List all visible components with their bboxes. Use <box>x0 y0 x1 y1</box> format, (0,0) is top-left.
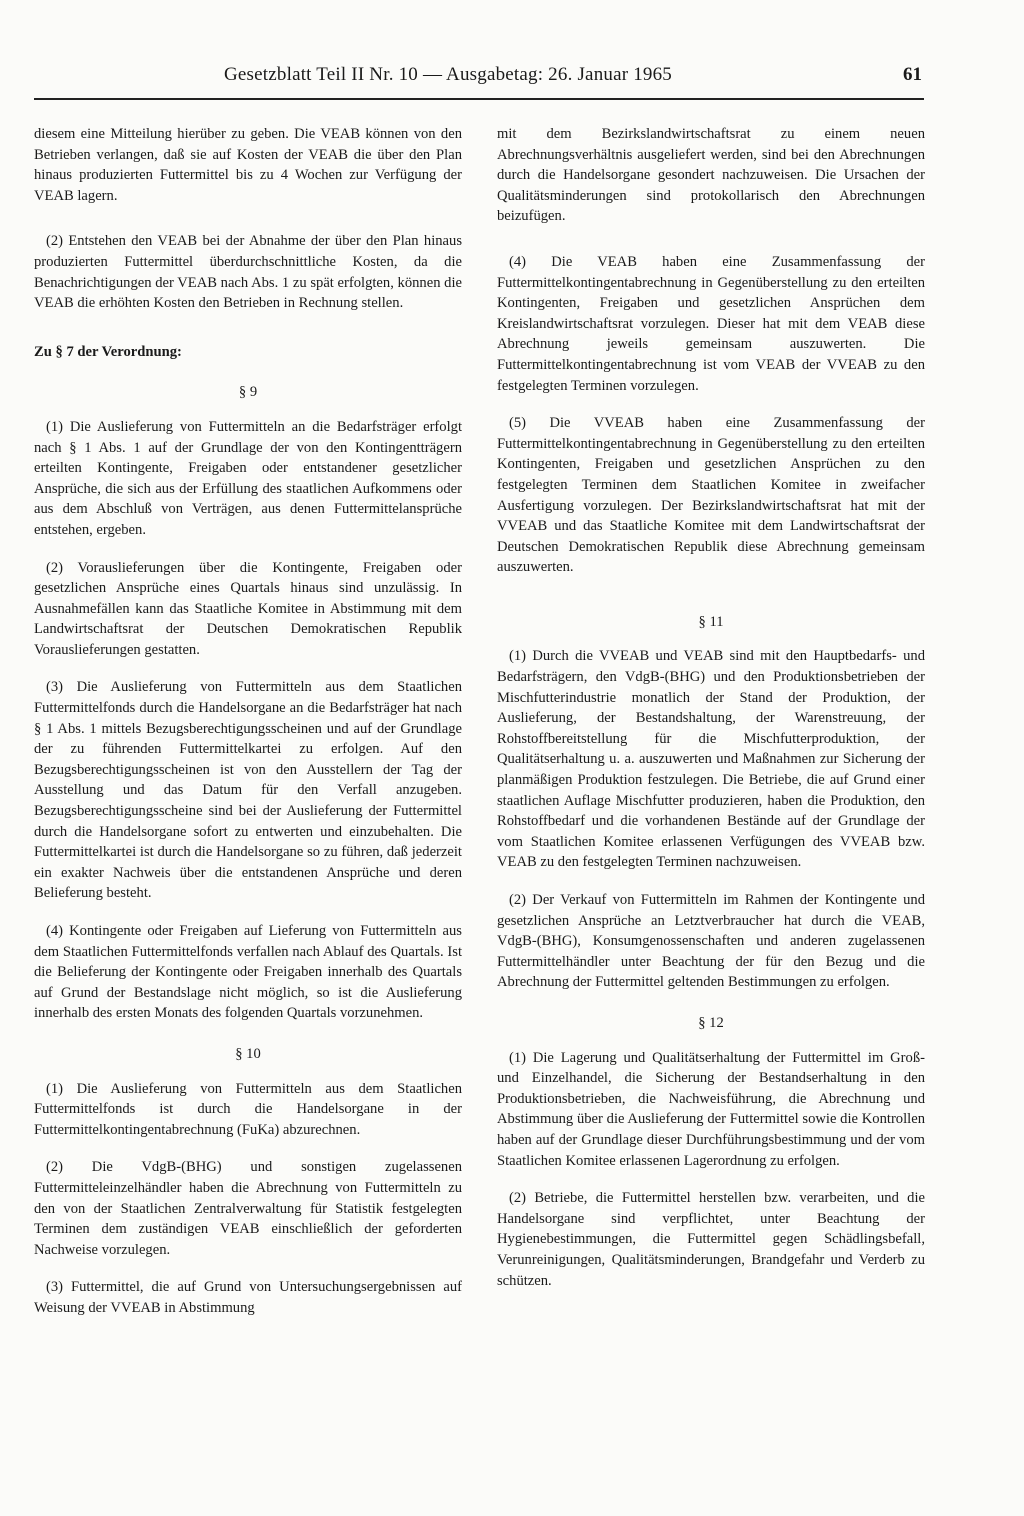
paragraph: (4) Die VEAB haben eine Zusammenfassung der Futtermittelkontingentabrechnung in Gegenüberstellung zu den erteilten Kontingenten, Freigaben und gesetzlichen Ansprüchen dem Kreislandwirtschaftsrat vorzulegen. Dieser hat mit dem VEAB diese Abrechnung jeweils gemeinsam auszuwerten. Die Futtermittelkontingentabrechnung ist vom VEAB der VVEAB zu den festgelegten Terminen vorzulegen. <box>497 253 925 394</box>
paragraph: (4) Kontingente oder Freigaben auf Lieferung von Futtermitteln aus dem Staatlichen Futtermittelfonds verfallen nach Ablauf des Quartals. Ist die Belieferung der Kontingente oder Freigaben innerhalb des Quartals auf Grund der Bestandslage nicht möglich, so ist die Auslieferung innerhalb des ersten Monats des folgenden Quartals vorzunehmen. <box>34 923 462 1022</box>
section-heading-10: § 10 <box>235 1045 261 1062</box>
page-header <box>34 62 924 100</box>
paragraph: (2) Betriebe, die Futtermittel herstellen bzw. verarbeiten, und die Handelsorgane sind verpflichtet, unter Beachtung der Hygienebestimmungen, die Futtermittel gegen Schädlingsbefall, Verunreinigungen, Qualitätsminderungen, Brandgefahr und Verderb zu schützen. <box>497 1190 925 1289</box>
paragraph: (2) Vorauslieferungen über die Kontingente, Freigaben oder gesetzlichen Ansprüche eines Quartals hinaus sind unzulässig. In Ausnahmefällen kann das Staatliche Komitee in Abstimmung mit dem Landwirtschaftsrat der Deutschen Demokratischen Republik Vorauslieferungen gestatten. <box>34 559 462 658</box>
left-column <box>34 124 462 1336</box>
paragraph: (1) Die Auslieferung von Futtermitteln an die Bedarfsträger erfolgt nach § 1 Abs. 1 auf der Grundlage der von den Kontingentträgern erteilten Kontingente, Freigaben oder entstandener gesetzlicher Ansprüche, die sich aus der Erfüllung des staatlichen Aufkommens oder aus dem Abschluß von Verträgen, aus denen Futtermittelansprüche entstehen, ergeben. <box>34 418 462 538</box>
right-column <box>497 124 925 1308</box>
paragraph: (5) Die VVEAB haben eine Zusammenfassung der Futtermittelkontingentabrechnung in Gegenüberstellung zu den erteilten Kontingenten, Freigaben und gesetzlichen Ansprüchen zu den festgelegten Terminen dem Staatlichen Komitee in zweifacher Ausfertigung vorzulegen. Der Bezirkslandwirtschaftsrat hat mit der VVEAB und das Staatliche Komitee mit dem Landwirtschaftsrat der Deutschen Demokratischen Republik diese Abrechnung gemeinsam auszuwerten. <box>497 415 925 576</box>
paragraph: (3) Die Auslieferung von Futtermitteln aus dem Staatlichen Futtermittelfonds durch die Handelsorgane an die Bedarfsträger hat nach § 1 Abs. 1 mittels Bezugsberechtigungsscheinen und auf der Grundlage der zu führenden Futtermittelkartei zu erfolgen. Auf den Bezugsberechtigungsscheinen ist von den Ausstellern der Tag der Ausstellung und das Datum für den Verfall anzugeben. Bezugsberechtigungsscheine sind bei der Auslieferung der Futtermittel durch die Handelsorgane sofort zu entwerten und einzubehalten. Die Futtermittelkartei ist durch die Handelsorgane so zu führen, daß jederzeit ein exakter Nachweis über die entstandenen Ansprüche und deren Belieferung besteht. <box>34 679 462 902</box>
page-number: 61 <box>903 64 922 85</box>
paragraph: (2) Der Verkauf von Futtermitteln im Rahmen der Kontingente und gesetzlichen Ansprüche an Letztverbraucher hat durch die VEAB, VdgB-(BHG), Konsumgenossenschaften und anderen zugelassenen Futtermittelhändler unter Beachtung der für den Bezug und die Abrechnung der Futtermittel geltenden Bestimmungen zu erfolgen. <box>497 892 925 991</box>
paragraph: (1) Durch die VVEAB und VEAB sind mit den Hauptbedarfs- und Bedarfsträgern, den VdgB-(BHG) und den Produktionsbetrieben der Mischfutterindustrie monatlich der Stand der Produktion, der Auslieferung, der Bestandshaltung, der Warenstreuung, der Rohstoffbereitstellung für die Mischfutterproduktion, der Qualitätserhaltung u. a. auszuwerten und Maßnahmen zur Sicherung der planmäßigen Produktion festzulegen. Die Betriebe, die auf Grund einer staatlichen Auflage Mischfutter produzieren, haben die Produktion, den Rohstoffbedarf und die vorhandenen Bestände auf der Grundlage der vom Staatlichen Komitee erlassenen Verfügungen des VVEAB bzw. VEAB zu den festgelegten Terminen nachzuweisen. <box>497 648 925 871</box>
paragraph: (3) Futtermittel, die auf Grund von Untersuchungsergebnissen auf Weisung der VVEAB in Abstimmung <box>34 1279 462 1316</box>
header-title: Gesetzblatt Teil II Nr. 10 — Ausgabetag: 26. Januar 1965 <box>224 64 673 85</box>
paragraph: (2) Die VdgB-(BHG) und sonstigen zugelassenen Futtermitteleinzelhändler haben die Abrechnung von Futtermitteln zu den von der Staatlichen Zentralverwaltung für Statistik festgelegten Terminen dem zuständigen VEAB einschließlich der geforderten Nachweise vorzulegen. <box>34 1159 462 1258</box>
paragraph: mit dem Bezirkslandwirtschaftsrat zu einem neuen Abrechnungsverhältnis ausgeliefert werden, sind bei den Abrechnungen durch die Handelsorgane gesondert nachzuweisen. Die Ursachen der Qualitätsminderungen sind protokollarisch den Abrechnungen beizufügen. <box>497 126 925 225</box>
paragraph: (1) Die Lagerung und Qualitätserhaltung der Futtermittel im Groß- und Einzelhandel, die Sicherung der Bestandserhaltung in den Produktionsbetrieben, die Nachweisführung, die Abrechnung und Abstimmung über die Auslieferung der Futtermittel sowie die Kontrollen haben auf der Grundlage dieser Durchführungsbestimmung und der vom Staatlichen Komitee erlassenen Lagerordnung zu erfolgen. <box>497 1049 925 1169</box>
paragraph: diesem eine Mitteilung hierüber zu geben. Die VEAB können von den Betrieben verlangen, daß sie auf Kosten der VEAB die über den Plan hinaus produzierten Futtermittel bis zu 4 Wochen zur Verfügung der VEAB lagern. <box>34 126 462 204</box>
section-heading-9: § 9 <box>238 384 258 401</box>
paragraph: (2) Entstehen den VEAB bei der Abnahme der über den Plan hinaus produzierten Futtermittel überdurchschnittliche Kosten, da die Benachrichtigungen der VEAB nach Abs. 1 zu spät erfolgten, können die VEAB die erhöhten Kosten den Betrieben in Rechnung stellen. <box>34 233 462 312</box>
paragraph: (1) Die Auslieferung von Futtermitteln aus dem Staatlichen Futtermittelfonds ist durch die Handelsorgane in der Futtermittelkontingentabrechnung (FuKa) abzurechnen. <box>34 1080 462 1138</box>
section-heading-12: § 12 <box>698 1014 724 1031</box>
subheading: Zu § 7 der Verordnung: <box>34 343 182 360</box>
section-heading-11: § 11 <box>698 613 724 630</box>
